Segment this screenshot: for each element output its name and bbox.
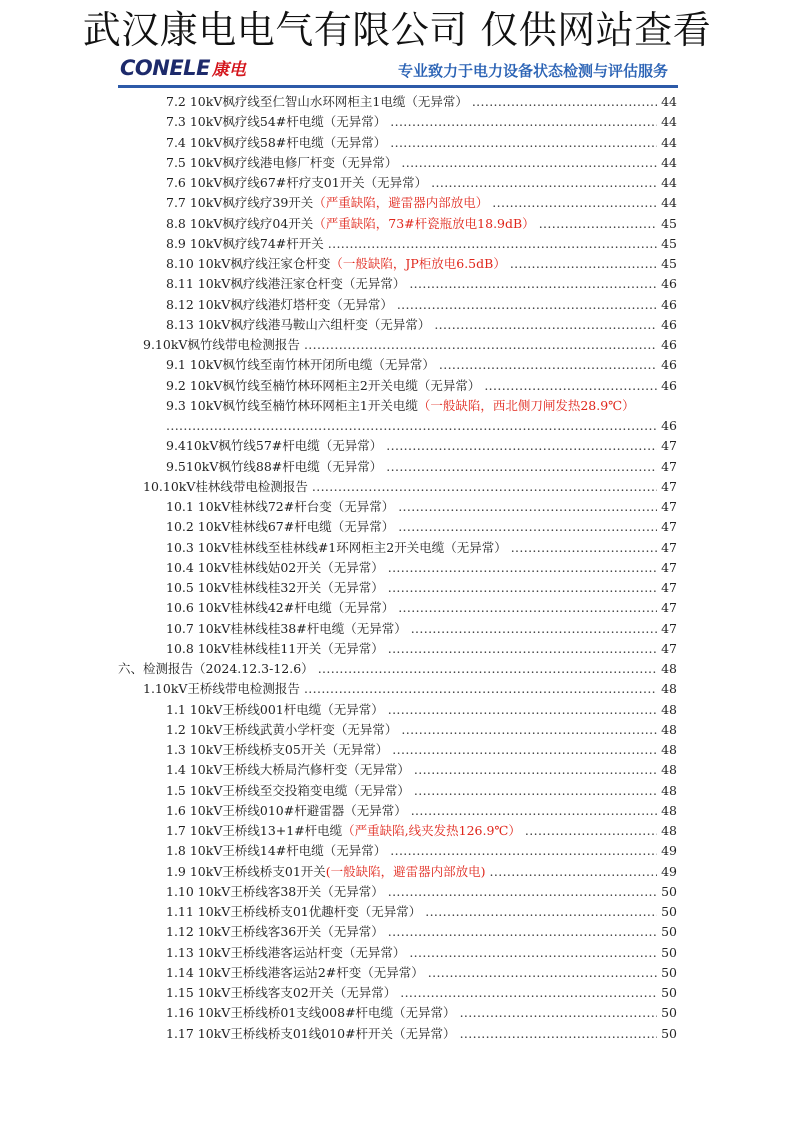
toc-entry-title: 1.5 10kV王桥线至交投箱变电缆（无异常）: [166, 782, 410, 798]
toc-entry[interactable]: [0, 639, 794, 659]
toc-entry-title: 10.4 10kV桂林线姑02开关（无异常）: [166, 559, 384, 575]
toc-entry[interactable]: [0, 821, 794, 841]
dot-leader: [409, 274, 657, 294]
toc-entry[interactable]: [0, 943, 794, 963]
defect-note: （一般缺陷，JP柜放电6.5dB）: [330, 256, 506, 271]
toc-entry-title: 10.7 10kV桂林线桂38#杆电缆（无异常）: [166, 620, 407, 636]
toc-page-number: 46: [661, 418, 677, 433]
header-rule: [118, 85, 678, 88]
toc-entry[interactable]: [0, 700, 794, 720]
toc-entry-title: 8.12 10kV枫疗线港灯塔杆变（无异常）: [166, 296, 393, 312]
dot-leader: [401, 720, 657, 740]
dot-leader: [411, 801, 657, 821]
toc-entry-title: 8.10 10kV枫疗线汪家仓杆变（一般缺陷，JP柜放电6.5dB）: [166, 256, 506, 271]
dot-leader: [414, 781, 657, 801]
dot-leader: [472, 92, 657, 112]
dot-leader: [398, 598, 657, 618]
toc-entry-title: 7.3 10kV枫疗线54#杆电缆（无异常）: [166, 114, 387, 130]
toc-entry-title: 1.1 10kV王桥线001杆电缆（无异常）: [166, 701, 384, 717]
toc-page-number: 47: [661, 499, 677, 514]
toc-entry[interactable]: [0, 133, 794, 153]
dot-leader: [398, 517, 657, 537]
toc-page-number: 46: [661, 377, 677, 393]
toc-entry[interactable]: [0, 274, 794, 294]
toc-entry-title: 8.11 10kV枫疗线港汪家仓杆变（无异常）: [166, 276, 406, 292]
toc-entry-title: 10.3 10kV桂林线至桂林线#1环网柜主2开关电缆（无异常）: [166, 539, 507, 555]
toc-entry[interactable]: [0, 335, 794, 355]
toc-entry[interactable]: [0, 497, 794, 517]
toc-entry-title: 1.14 10kV王桥线港客运站2#杆变（无异常）: [166, 964, 424, 980]
dot-leader: [398, 497, 657, 517]
toc-entry[interactable]: [0, 882, 794, 902]
defect-note: （严重缺陷，避雷器内部放电）: [313, 195, 489, 211]
toc-page-number: 47: [661, 559, 677, 575]
toc-page-number: 44: [661, 114, 677, 130]
toc-entry[interactable]: [0, 619, 794, 639]
toc-entry[interactable]: [0, 659, 794, 679]
toc-page-number: 47: [661, 519, 677, 535]
toc-page-number: 44: [661, 195, 677, 211]
toc-entry-title: 1.6 10kV王桥线010#杆避雷器（无异常）: [166, 802, 407, 818]
dot-leader: [492, 193, 657, 213]
toc-entry-title: 1.2 10kV王桥线武黄小学杆变（无异常）: [166, 721, 398, 737]
defect-note: (一般缺陷，避雷器内部放电): [325, 863, 486, 879]
toc-page-number: 46: [661, 337, 677, 352]
dot-leader: [386, 457, 657, 477]
toc-entry-title: 六、检测报告（2024.12.3-12.6）: [118, 661, 314, 676]
toc-entry[interactable]: [0, 355, 794, 375]
toc-entry[interactable]: [0, 740, 794, 760]
defect-note: （严重缺陷，73#杆瓷瓶放电18.9dB）: [313, 215, 535, 231]
toc-entry[interactable]: [0, 679, 794, 699]
dot-leader: [525, 821, 657, 841]
toc-entry-title: 9.1 10kV枫竹线至南竹林开闭所电缆（无异常）: [166, 357, 435, 373]
dot-leader: [328, 234, 657, 254]
toc-entry-title: 7.4 10kV枫疗线58#杆电缆（无异常）: [166, 134, 387, 150]
toc-page-number: 47: [661, 620, 677, 636]
toc-page-number: 45: [661, 235, 677, 251]
toc-entry[interactable]: [0, 801, 794, 821]
toc-page-number: 44: [661, 175, 677, 190]
toc-entry[interactable]: [0, 416, 794, 436]
dot-leader: [388, 558, 657, 578]
toc-page-number: 50: [661, 924, 677, 940]
logo-text: CONELE: [120, 56, 210, 80]
toc-entry[interactable]: [0, 558, 794, 578]
dot-leader: [428, 963, 657, 983]
toc-page-number: 48: [661, 823, 677, 838]
toc-page-number: 47: [661, 640, 677, 656]
dot-leader: [390, 133, 657, 153]
toc-entry[interactable]: [0, 153, 794, 173]
toc-entry-title: 7.5 10kV枫疗线港电修厂杆变（无异常）: [166, 154, 398, 170]
toc-page-number: 45: [661, 215, 677, 231]
dot-leader: [409, 943, 657, 963]
toc-entry[interactable]: [0, 173, 794, 193]
toc-entry-title: 1.11 10kV王桥线桥支01优趣杆变（无异常）: [166, 904, 422, 919]
toc-page-number: 44: [661, 134, 677, 150]
toc-entry[interactable]: [0, 1024, 794, 1044]
toc-entry[interactable]: [0, 760, 794, 780]
toc-entry-title: 1.15 10kV王桥线客支02开关（无异常）: [166, 985, 397, 1000]
toc-entry-title: 8.8 10kV枫疗线疗04开关（严重缺陷，73#杆瓷瓶放电18.9dB）: [166, 215, 535, 231]
toc-page-number: 47: [661, 539, 677, 555]
toc-entry[interactable]: [0, 477, 794, 497]
toc-entry[interactable]: [0, 376, 794, 396]
toc-entry-title: 9.510kV枫竹线88#杆电缆（无异常）: [166, 458, 383, 474]
toc-entry[interactable]: [0, 234, 794, 254]
toc-entry[interactable]: [0, 578, 794, 598]
table-of-contents: [0, 92, 794, 1044]
logo-cn-text: 康电: [211, 60, 246, 80]
dot-leader: [431, 173, 657, 193]
toc-entry[interactable]: [0, 92, 794, 112]
dot-leader: [390, 112, 657, 132]
toc-page-number: 48: [661, 762, 677, 778]
dot-leader: [414, 760, 657, 780]
toc-page-number: 47: [661, 580, 677, 595]
toc-entry-title: 7.2 10kV枫疗线至仁智山水环网柜主1电缆（无异常）: [166, 94, 468, 109]
toc-page-number: 44: [661, 154, 677, 170]
toc-entry[interactable]: [0, 841, 794, 861]
toc-page-number: 48: [661, 742, 677, 757]
toc-entry[interactable]: [0, 781, 794, 801]
toc-entry-title: 1.7 10kV王桥线13+1#杆电缆（严重缺陷,线夹发热126.9℃）: [166, 823, 521, 838]
toc-page-number: 48: [661, 782, 677, 798]
toc-page-number: 48: [661, 721, 677, 737]
toc-entry[interactable]: [0, 436, 794, 456]
toc-page-number: 44: [661, 94, 677, 109]
toc-entry[interactable]: [0, 538, 794, 558]
page-header: [118, 56, 678, 88]
dot-leader: [511, 538, 657, 558]
dot-leader: [539, 214, 657, 234]
toc-page-number: 50: [661, 964, 677, 980]
toc-page-number: 49: [661, 843, 677, 859]
toc-page-number: 47: [661, 600, 677, 616]
toc-entry-title: 9.3 10kV枫竹线至楠竹林环网柜主1开关电缆（一般缺陷，西北侧刀闸发热28.9℃）: [166, 397, 635, 413]
toc-entry-title: 9.2 10kV枫竹线至楠竹林环网柜主2开关电缆（无异常）: [166, 377, 481, 393]
dot-leader: [439, 355, 657, 375]
toc-entry-title: 1.16 10kV王桥线桥01支线008#杆电缆（无异常）: [166, 1005, 456, 1021]
dot-leader: [397, 295, 657, 315]
toc-page-number: 47: [661, 438, 677, 454]
dot-leader: [312, 477, 657, 497]
dot-leader: [390, 841, 657, 861]
dot-leader: [318, 659, 657, 679]
toc-page-number: 48: [661, 661, 677, 676]
toc-entry[interactable]: [0, 922, 794, 942]
toc-entry-title: 10.6 10kV桂林线42#杆电缆（无异常）: [166, 600, 395, 616]
toc-entry-title: 1.13 10kV王桥线港客运站杆变（无异常）: [166, 944, 406, 960]
defect-note: （一般缺陷，西北侧刀闸发热28.9℃）: [417, 397, 635, 413]
toc-entry-title: 1.10kV王桥线带电检测报告: [143, 681, 300, 697]
toc-page-number: 49: [661, 863, 677, 879]
toc-page-number: 48: [661, 701, 677, 717]
toc-entry[interactable]: [0, 214, 794, 234]
header-slogan: 专业致力于电力设备状态检测与评估服务: [397, 62, 668, 80]
dot-leader: [460, 1003, 658, 1023]
toc-entry-title: 10.10kV桂林线带电检测报告: [143, 478, 308, 494]
toc-entry-title: 1.8 10kV王桥线14#杆电缆（无异常）: [166, 843, 387, 859]
toc-page-number: 50: [661, 985, 677, 1000]
toc-entry-title: 1.12 10kV王桥线客36开关（无异常）: [166, 924, 384, 940]
toc-entry[interactable]: [0, 720, 794, 740]
toc-entry[interactable]: [0, 254, 794, 274]
toc-entry[interactable]: [0, 193, 794, 213]
toc-page-number: 50: [661, 1005, 677, 1021]
toc-entry-title: 1.17 10kV王桥线桥支01线010#杆开关（无异常）: [166, 1025, 456, 1041]
dot-leader: [388, 700, 657, 720]
toc-entry[interactable]: [0, 862, 794, 882]
toc-entry[interactable]: [0, 396, 794, 416]
toc-entry[interactable]: [0, 902, 794, 922]
toc-entry-title: 1.9 10kV王桥线桥支01开关(一般缺陷，避雷器内部放电): [166, 863, 486, 879]
toc-entry[interactable]: [0, 983, 794, 1003]
toc-page-number: 45: [661, 256, 677, 271]
dot-leader: [411, 619, 657, 639]
dot-leader: [460, 1024, 658, 1044]
toc-page-number: 50: [661, 883, 677, 899]
dot-leader: [388, 882, 657, 902]
toc-entry-title: 9.10kV枫竹线带电检测报告: [143, 337, 300, 352]
toc-page-number: 46: [661, 357, 677, 373]
toc-entry-title: 7.7 10kV枫疗线疗39开关（严重缺陷，避雷器内部放电）: [166, 195, 489, 211]
toc-page-number: 50: [661, 904, 677, 919]
dot-leader: [510, 254, 657, 274]
toc-page-number: 46: [661, 316, 677, 332]
toc-entry[interactable]: [0, 315, 794, 335]
toc-entry-title: 1.4 10kV王桥线大桥局汽修杆变（无异常）: [166, 762, 410, 778]
toc-entry-title: 10.8 10kV桂林线桂11开关（无异常）: [166, 640, 384, 656]
defect-note: （严重缺陷,线夹发热126.9℃）: [342, 823, 521, 838]
toc-entry-title: 10.2 10kV桂林线67#杆电缆（无异常）: [166, 519, 395, 535]
company-logo: [120, 56, 246, 82]
dot-leader: [388, 922, 657, 942]
toc-entry[interactable]: [0, 963, 794, 983]
toc-page-number: 47: [661, 458, 677, 474]
toc-page-number: 46: [661, 296, 677, 312]
toc-entry[interactable]: [0, 457, 794, 477]
toc-page-number: 50: [661, 1025, 677, 1041]
toc-entry[interactable]: [0, 295, 794, 315]
toc-page-number: 47: [661, 478, 677, 494]
toc-page-number: 48: [661, 802, 677, 818]
toc-page-number: 46: [661, 276, 677, 292]
toc-entry-title: 8.9 10kV枫疗线74#杆开关: [166, 235, 324, 251]
dot-leader: [386, 436, 657, 456]
dot-leader: [304, 335, 657, 355]
dot-leader: [166, 416, 657, 436]
dot-leader: [490, 862, 658, 882]
toc-entry-title: 8.13 10kV枫疗线港马鞍山六组杆变（无异常）: [166, 316, 431, 332]
toc-entry-title: 10.1 10kV桂林线72#杆台变（无异常）: [166, 499, 395, 514]
toc-entry-title: 7.6 10kV枫疗线67#杆疗支01开关（无异常）: [166, 175, 428, 190]
toc-entry[interactable]: [0, 517, 794, 537]
toc-entry-title: 9.410kV枫竹线57#杆电缆（无异常）: [166, 438, 383, 454]
dot-leader: [425, 902, 657, 922]
toc-entry[interactable]: [0, 598, 794, 618]
toc-entry[interactable]: [0, 112, 794, 132]
toc-page-number: 50: [661, 944, 677, 960]
dot-leader: [304, 679, 657, 699]
toc-entry[interactable]: [0, 1003, 794, 1023]
toc-page-number: 48: [661, 681, 677, 697]
toc-entry-title: 1.10 10kV王桥线客38开关（无异常）: [166, 883, 384, 899]
dot-leader: [392, 740, 657, 760]
watermark-title: 武汉康电电气有限公司 仅供网站查看: [82, 8, 712, 52]
toc-entry-title: 1.3 10kV王桥线桥支05开关（无异常）: [166, 742, 389, 757]
dot-leader: [434, 315, 657, 335]
dot-leader: [400, 983, 657, 1003]
toc-entry-title: 10.5 10kV桂林线桂32开关（无异常）: [166, 580, 384, 595]
dot-leader: [388, 639, 657, 659]
dot-leader: [401, 153, 657, 173]
dot-leader: [484, 376, 657, 396]
dot-leader: [388, 578, 657, 598]
